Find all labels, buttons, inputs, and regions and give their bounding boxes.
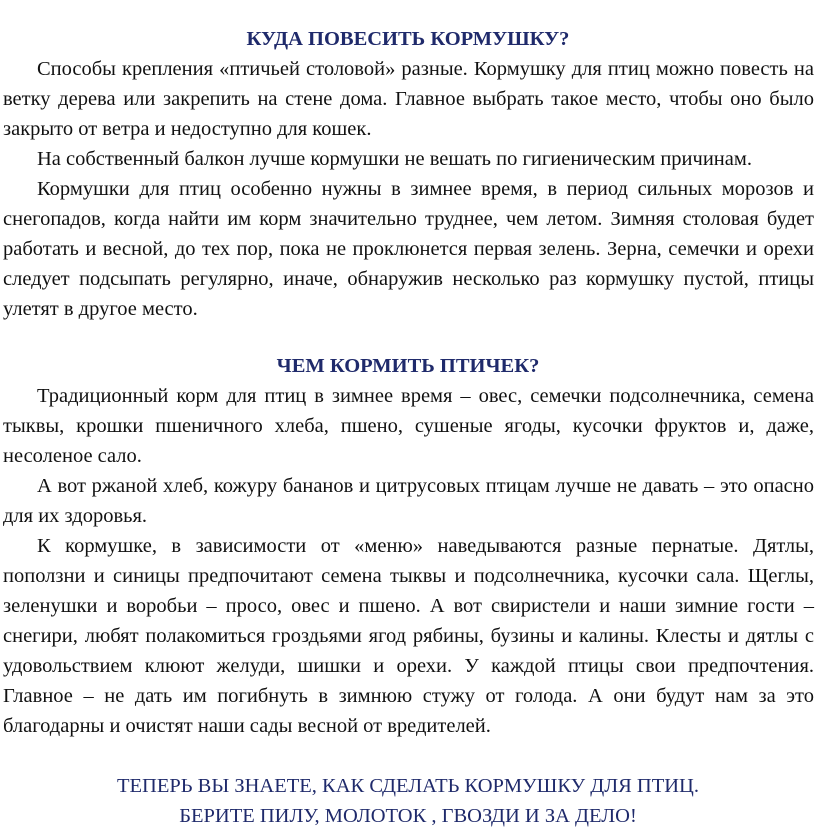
section-title-where-to-hang: КУДА ПОВЕСИТЬ КОРМУШКУ?: [246, 28, 570, 50]
closing-line-1: ТЕПЕРЬ ВЫ ЗНАЕТЕ, КАК СДЕЛАТЬ КОРМУШКУ ДЛЯ ПТИЦ.: [117, 775, 699, 797]
paragraph-traditional-food: Традиционный корм для птиц в зимнее время – овес, семечки подсолнечника, семена тыквы, крошки пшеничного хлеба, пшено, сушеные ягоды, кусочки фруктов и, даже, несоленое сало.: [3, 385, 814, 467]
paragraph-balcony-note: На собственный балкон лучше кормушки не вешать по гигиеническим причинам.: [37, 148, 752, 170]
closing-line-2: БЕРИТЕ ПИЛУ, МОЛОТОК , ГВОЗДИ И ЗА ДЕЛО!: [179, 805, 637, 827]
paragraph-mounting-methods: Способы крепления «птичьей столовой» разные. Кормушку для птиц можно повесть на ветку дерева или закрепить на стене дома. Главное выбрать такое место, чтобы оно было закрыто от ветра и недоступно для кошек.: [3, 58, 814, 140]
document-page: [0, 25, 816, 831]
paragraph-winter-feeding: Кормушки для птиц особенно нужны в зимнее время, в период сильных морозов и снегопадов, когда найти им корм значительно труднее, чем летом. Зимняя столовая будет работать и весной, до тех пор, пока не проклюнется первая зелень. Зерна, семечки и орехи следует подсыпать регулярно, иначе, обнаружив несколько раз кормушку пустой, птицы улетят в другое место.: [3, 178, 814, 320]
closing-call-to-action: [0, 771, 816, 831]
paragraph-bird-preferences: К кормушке, в зависимости от «меню» наведываются разные пернатые. Дятлы, поползни и синицы предпочитают семена тыквы и подсолнечника, кусочки сала. Щеглы, зеленушки и воробьи – просо, овес и пшено. А вот свиристели и наши зимние гости – снегири, любят полакомиться гроздьями ягод рябины, бузины и калины. Клесты и дятлы с удовольствием клюют желуди, шишки и орехи. У каждой птицы свои предпочтения. Главное – не дать им погибнуть в зимнюю стужу от голода. А они будут нам за это благодарны и очистят наши сады весной от вредителей.: [3, 535, 814, 737]
paragraph-forbidden-food: А вот ржаной хлеб, кожуру бананов и цитрусовых птицам лучше не давать – это опасно для их здоровья.: [3, 475, 814, 527]
section-title-what-to-feed: ЧЕМ КОРМИТЬ ПТИЧЕК?: [276, 355, 540, 377]
